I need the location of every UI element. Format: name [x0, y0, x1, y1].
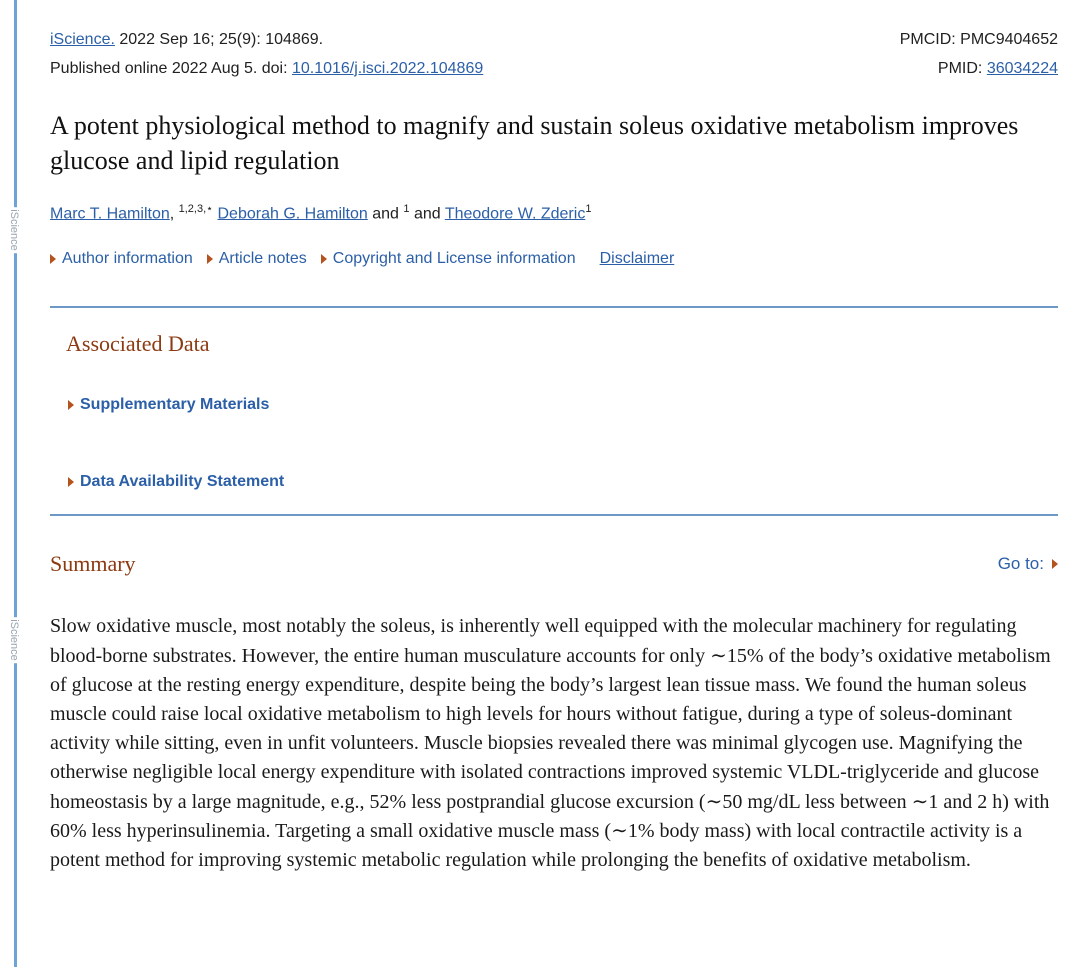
- expand-arrow-icon: [321, 254, 327, 264]
- author-affiliation: 1,2,3,⋆: [178, 203, 214, 215]
- summary-text: Slow oxidative muscle, most notably the soleus, is inherently well equipped with the molecular machinery for regulating blood-borne substrates. However, the entire human musculature accounts for only ∼15% of the body’s oxidative metabolism of glucose at the resting energy expenditure, despite being the body’s largest lean tissue mass. We found the human soleus muscle could raise local oxidative metabolism to high levels for hours without fatigue, during a type of soleus-dominant activity while sitting, even in unfit volunteers. Muscle biopsies revealed there was minimal glycogen use. Magnifying the otherwise negligible local energy expenditure with isolated contractions improved systemic VLDL-triglyceride and glucose homeostasis by a large magnitude, e.g., 52% less postprandial glucose excursion (∼50 mg/dL less between ∼1 and 2 h) with 60% less hyperinsulinemia. Targeting a small oxidative muscle mass (∼1% body mass) with local contractile activity is a potent method for improving systemic metabolic regulation while prolonging the benefits of oxidative metabolism.: [50, 615, 1051, 871]
- disclaimer-link[interactable]: Disclaimer: [599, 250, 675, 268]
- author-information-toggle[interactable]: Author information: [50, 249, 193, 269]
- summary-header: [50, 551, 1058, 577]
- copyright-toggle[interactable]: Copyright and License information: [321, 249, 576, 269]
- pmid-link[interactable]: 36034224: [986, 60, 1058, 77]
- divider: [50, 306, 1058, 308]
- journal-link[interactable]: iScience.: [50, 31, 115, 48]
- associated-data-heading: Associated Data: [66, 331, 210, 357]
- author-link[interactable]: Deborah G. Hamilton: [217, 205, 368, 223]
- pmcid: PMCID: PMC9404652: [899, 31, 1058, 48]
- author-affiliation: 1: [585, 203, 592, 215]
- data-availability-toggle[interactable]: Data Availability Statement: [68, 473, 1058, 491]
- author-link[interactable]: Theodore W. Zderic: [444, 205, 586, 223]
- expand-arrow-icon: [68, 400, 74, 410]
- author-list: Marc T. Hamilton, $^{1,2,3,⋆}$ Deborah G. Hamilton and $^1$ and Theodore W. Zderic$^1$: [50, 203, 592, 223]
- supplementary-materials-toggle[interactable]: Supplementary Materials: [68, 396, 1058, 414]
- article-title: A potent physiological method to magnify and sustain soleus oxidative metabolism improves glucose and lipid regulation: [50, 111, 1019, 175]
- citation: [50, 30, 323, 50]
- chevron-right-icon: [1052, 559, 1058, 569]
- article-content: [50, 0, 1058, 875]
- expand-arrow-icon: [207, 254, 213, 264]
- expand-arrow-icon: [68, 477, 74, 487]
- citation-details: 2022 Sep 16; 25(9): 104869.: [114, 31, 324, 48]
- journal-side-label: iScience: [8, 209, 21, 251]
- publication-info: Published online 2022 Aug 5. doi: 10.1016/j.isci.2022.104869: [50, 60, 484, 77]
- doi-link[interactable]: 10.1016/j.isci.2022.104869: [291, 60, 484, 77]
- citation-row: [50, 30, 1058, 50]
- journal-side-rail: [14, 0, 17, 967]
- publication-row: [50, 59, 1058, 79]
- expand-arrow-icon: [50, 254, 56, 264]
- article-info-links: [50, 249, 1058, 269]
- pmid: PMID: 36034224: [937, 60, 1058, 77]
- author-link[interactable]: Marc T. Hamilton: [50, 205, 170, 223]
- author-affiliation: 1: [403, 203, 410, 215]
- summary-heading: Summary: [50, 551, 136, 577]
- divider: [50, 514, 1058, 516]
- journal-side-label: iScience: [8, 619, 21, 661]
- article-notes-toggle[interactable]: Article notes: [207, 249, 307, 269]
- goto-menu[interactable]: Go to:: [998, 554, 1058, 574]
